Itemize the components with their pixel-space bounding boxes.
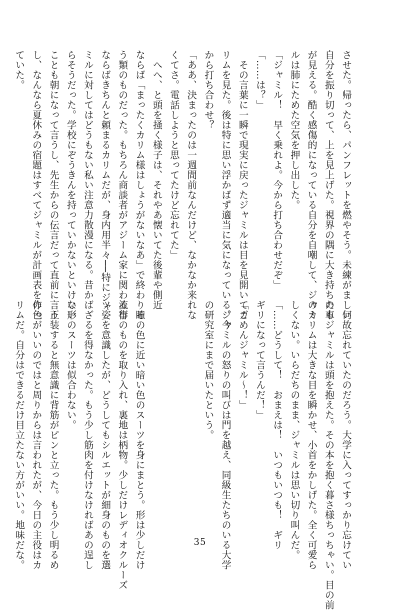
text-line: その言葉に一瞬で現実に戻ったジャミルは目を見開いてカ — [236, 50, 248, 320]
text-line: らそうだった。学校にぞうきんを持っていかないといけない — [64, 50, 76, 320]
text-line: へへ、と頭を掻く様子は、それやあ懐いてた後輩や側近 — [150, 50, 162, 310]
text-line: させた。帰ったら、パンフレットを燃やそう。未練がましい — [340, 50, 351, 320]
text-block-top — [10, 50, 354, 330]
text-line: う類のものだった。もちろん商談者がアジーム家に関わる事 — [116, 50, 128, 320]
text-line: し、なんなら夏休みの宿題はすべてジャミルが計画表を作っ — [30, 50, 42, 320]
text-line: リムを見た。後は特に思い浮かばず適当に気になっている。今 — [219, 50, 231, 330]
text-line: 「ごめんジャミル～！」 — [236, 300, 248, 410]
text-line: くてさ。電話しようと思ってたけど忘れてた」 — [167, 50, 179, 260]
text-line: 何故忘れていたのだろう。大学に入ってすっかり忘けてい — [340, 300, 351, 570]
text-line: 流行のものを取り入れ、裏地は柄物。少しだけレディオクルーズ — [116, 300, 128, 590]
text-line: の研究室にまで届いたという。 — [202, 300, 214, 440]
text-line: の色がいいのではと周りからは言われたが、今日の主役はカ — [30, 300, 42, 570]
text-line: 「……どうして！ おまえは！ いつもいつも！ ギリ — [271, 300, 283, 550]
text-line: 瞳の色に近い暗い色のスーツを身にまとう。形は少しだけ — [133, 300, 145, 570]
text-line: リムだ。自分はできるだけ目立たない方がいい。地味だな。 — [13, 300, 25, 570]
text-line: ツ姿を意識したが、どうしてもシルエットが細身のものを選 — [99, 300, 111, 570]
text-line: 「ジャミル！ 早く乗れよ。今から打ち合わせだぞ」 — [271, 50, 283, 290]
text-line: ミルに対してはどうもない私い注意力散漫になる。昔か — [81, 50, 93, 300]
text-line: から打ち合わせ？ — [202, 50, 214, 130]
text-line: ルは肺にためた空気を押し出した。 — [288, 50, 300, 210]
text-line: しくない。いらだちのまま、ジャミルは思い切り叫んだ。 — [288, 300, 300, 560]
text-line: 「……は？」 — [253, 50, 265, 110]
text-line: のカリムは大きな目を瞬かせ、小首をかしげた。全く可愛ら — [305, 300, 317, 570]
text-line: ならば「まったくカリム様はしょうがないなあ」で終わりそ — [133, 50, 145, 320]
text-line: たもジャミルは頭を抱えた。その本を抱く暮さ様ちっちゃい。目の前 — [322, 300, 334, 610]
text-line: ことも朝になって言うし、先生からの伝言だって直前に言う — [47, 50, 59, 320]
text-line: ていた。 — [13, 50, 25, 90]
text-line: ギリになって言うんだ！」 — [253, 300, 265, 420]
text-line: 正装すると無意識に背筋がピンと立った。もう少し明るめ — [47, 300, 59, 570]
text-line: ばざるを得なかった。もう少し筋肉を付けなければあの逞し — [81, 300, 93, 570]
text-line: 「ああ、決まったのは一週間前なんだけど、なかなか来れな — [185, 50, 197, 320]
text-line — [148, 300, 165, 524]
text-line — [182, 300, 199, 524]
page-number: 35 — [193, 538, 207, 548]
text-line: 自分を振り切って、上を見上げた。視界の隅に大き持ちの車 — [322, 50, 334, 320]
text-line: い形のスーツは似合わない。 — [64, 300, 76, 430]
text-line — [165, 300, 182, 524]
text-line: ならばきちんと頼まるカリムだが、身内用半々──特にジャ — [99, 50, 111, 313]
text-line: が見える。酷く感傷的になっている自分を自嘲して、ジャミ — [305, 50, 317, 320]
text-line: ジャミルの怒りの叫びは門を越え、同級生たちのいる大学 — [219, 300, 231, 570]
